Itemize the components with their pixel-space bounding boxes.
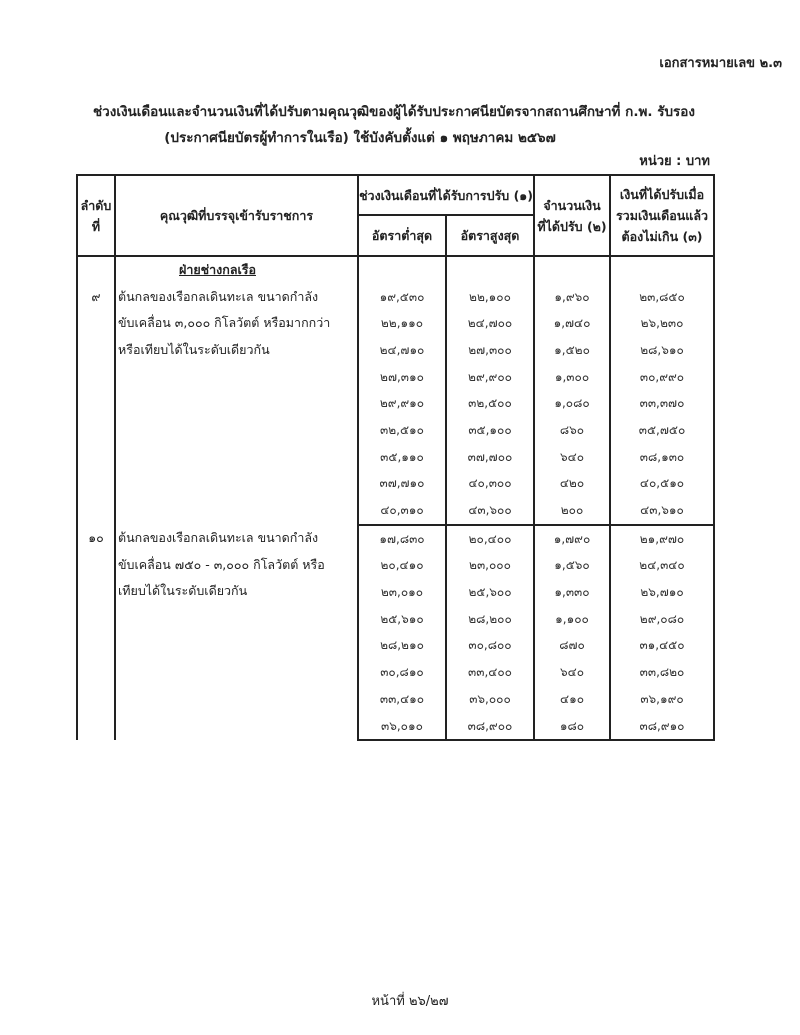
header-min-rate: อัตราต่ำสุด [358,215,446,256]
cell-min: ๑๙,๕๓๐ [358,284,446,311]
cell-max: ๒๘,๒๐๐ [446,606,534,633]
header-total-line1: เงินที่ได้ปรับเมื่อ [619,187,705,202]
row-index-cell [77,525,115,741]
unit-label: หน่วย : บาท [639,154,710,169]
cell-total: ๒๓,๘๕๐ [610,284,714,311]
cell-max [446,256,534,284]
cell-max: ๒๓,๐๐๐ [446,553,534,580]
cell-total: ๓๘,๙๑๐ [610,713,714,741]
cell-min [358,256,446,284]
cell-max: ๓๒,๕๐๐ [446,390,534,417]
cell-adj: ๖๔๐ [534,444,610,471]
cell-total: ๒๘,๖๑๐ [610,337,714,364]
qualification-line: หรือเทียบได้ในระดับเดียวกัน [118,342,270,358]
cell-min: ๔๐,๓๑๐ [358,497,446,525]
qualification-cell [115,256,358,525]
document-number: เอกสารหมายเลข ๒.๓ [659,56,782,71]
header-total-cap [610,175,714,256]
cell-min: ๒๘,๒๑๐ [358,633,446,660]
cell-adj: ๑,๕๖๐ [534,553,610,580]
salary-table [76,174,715,741]
document-title-line1: ช่วงเงินเดือนและจำนวนเงินที่ได้ปรับตามคุณวุฒิของผู้ได้รับประกาศนียบัตรจากสถานศึกษาที่ ก.พ. รับรอง [93,104,695,120]
cell-adj [534,256,610,284]
spacer [78,257,114,284]
cell-max: ๓๖,๐๐๐ [446,686,534,713]
document-title-line2: (ประกาศนียบัตรผู้ทำการในเรือ) ใช้บังคับตั้งแต่ ๑ พฤษภาคม ๒๕๖๗ [164,130,556,146]
header-index-line1: ลำดับ [80,197,112,213]
cell-total: ๒๖,๗๑๐ [610,579,714,606]
header-adjust-line2: ที่ได้ปรับ (๒) [537,218,607,234]
cell-min: ๓๒,๕๑๐ [358,417,446,444]
cell-total: ๒๙,๐๘๐ [610,606,714,633]
cell-min: ๓๖,๐๑๐ [358,713,446,741]
qualification-line: ขับเคลื่อน ๓,๐๐๐ กิโลวัตต์ หรือมากกว่า [118,315,331,331]
cell-min: ๒๔,๗๑๐ [358,337,446,364]
cell-total: ๓๓,๓๗๐ [610,390,714,417]
header-total-line2: รวมเงินเดือนแล้ว [615,208,709,223]
cell-max: ๓๕,๑๐๐ [446,417,534,444]
cell-max: ๔๐,๓๐๐ [446,471,534,498]
cell-max: ๓๘,๙๐๐ [446,713,534,741]
cell-total: ๒๔,๓๔๐ [610,553,714,580]
header-index-line2: ที่ [91,218,101,234]
cell-max: ๒๔,๗๐๐ [446,310,534,337]
cell-max: ๒๒,๑๐๐ [446,284,534,311]
cell-max: ๒๕,๖๐๐ [446,579,534,606]
cell-total: ๔๓,๖๑๐ [610,497,714,525]
cell-min: ๒๐,๔๑๐ [358,553,446,580]
header-total-line3: ต้องไม่เกิน (๓) [621,229,703,244]
cell-adj: ๑,๓๓๐ [534,579,610,606]
cell-total: ๒๑,๙๗๐ [610,525,714,553]
cell-adj: ๑,๗๔๐ [534,310,610,337]
cell-adj: ๑,๗๙๐ [534,525,610,553]
cell-min: ๓๗,๗๑๐ [358,471,446,498]
cell-total: ๓๓,๘๒๐ [610,659,714,686]
qualification-line: ต้นกลของเรือกลเดินทะเล ขนาดกำลัง [118,529,319,545]
cell-min: ๒๓,๐๑๐ [358,579,446,606]
table-body [77,256,714,740]
row-index: ๙ [91,288,101,304]
cell-adj: ๔๒๐ [534,471,610,498]
page-number: หน้าที่ ๒๖/๒๗ [371,994,449,1009]
cell-adj: ๖๔๐ [534,659,610,686]
qualification-cell [115,525,358,741]
cell-adj: ๘๖๐ [534,417,610,444]
table-row [77,256,714,284]
cell-total: ๔๐,๕๑๐ [610,471,714,498]
table-row [77,525,714,553]
cell-max: ๓๐,๘๐๐ [446,633,534,660]
cell-max: ๓๗,๗๐๐ [446,444,534,471]
cell-total: ๒๖,๒๓๐ [610,310,714,337]
cell-adj: ๑,๓๐๐ [534,364,610,391]
cell-adj: ๒๐๐ [534,497,610,525]
cell-min: ๒๒,๑๑๐ [358,310,446,337]
cell-min: ๒๕,๖๑๐ [358,606,446,633]
section-heading: ฝ่ายช่างกลเรือ [179,262,256,277]
cell-max: ๓๓,๔๐๐ [446,659,534,686]
cell-min: ๓๐,๘๑๐ [358,659,446,686]
cell-total: ๓๑,๔๕๐ [610,633,714,660]
qualification-line: เทียบได้ในระดับเดียวกัน [118,583,248,599]
cell-total: ๓๘,๑๓๐ [610,444,714,471]
cell-min: ๒๙,๙๑๐ [358,390,446,417]
cell-total: ๓๐,๙๙๐ [610,364,714,391]
cell-max: ๔๓,๖๐๐ [446,497,534,525]
qualification-line: ขับเคลื่อน ๗๕๐ - ๓,๐๐๐ กิโลวัตต์ หรือ [118,556,325,572]
cell-min: ๒๗,๓๑๐ [358,364,446,391]
cell-adj: ๑๘๐ [534,713,610,741]
cell-max: ๒๙,๙๐๐ [446,364,534,391]
qualification-line: ต้นกลของเรือกลเดินทะเล ขนาดกำลัง [118,288,319,304]
header-adjust-line1: จำนวนเงิน [543,197,601,213]
cell-max: ๒๐,๔๐๐ [446,525,534,553]
cell-max: ๒๗,๓๐๐ [446,337,534,364]
cell-adj: ๑,๐๘๐ [534,390,610,417]
cell-total: ๓๕,๗๕๐ [610,417,714,444]
cell-adj: ๑,๕๒๐ [534,337,610,364]
header-adjust-amount [534,175,610,256]
cell-min: ๑๗,๘๓๐ [358,525,446,553]
cell-total: ๓๖,๑๙๐ [610,686,714,713]
row-index: ๑๐ [88,529,104,545]
header-salary-range: ช่วงเงินเดือนที่ได้รับการปรับ (๑) [358,175,534,215]
row-index-cell [77,256,115,525]
cell-adj: ๔๑๐ [534,686,610,713]
header-max-rate: อัตราสูงสุด [446,215,534,256]
cell-min: ๓๕,๑๑๐ [358,444,446,471]
header-index [77,175,115,256]
cell-adj: ๑,๑๐๐ [534,606,610,633]
header-qualification: คุณวุฒิที่บรรจุเข้ารับราชการ [115,175,358,256]
cell-total [610,256,714,284]
cell-adj: ๘๗๐ [534,633,610,660]
cell-min: ๓๓,๔๑๐ [358,686,446,713]
cell-adj: ๑,๙๖๐ [534,284,610,311]
